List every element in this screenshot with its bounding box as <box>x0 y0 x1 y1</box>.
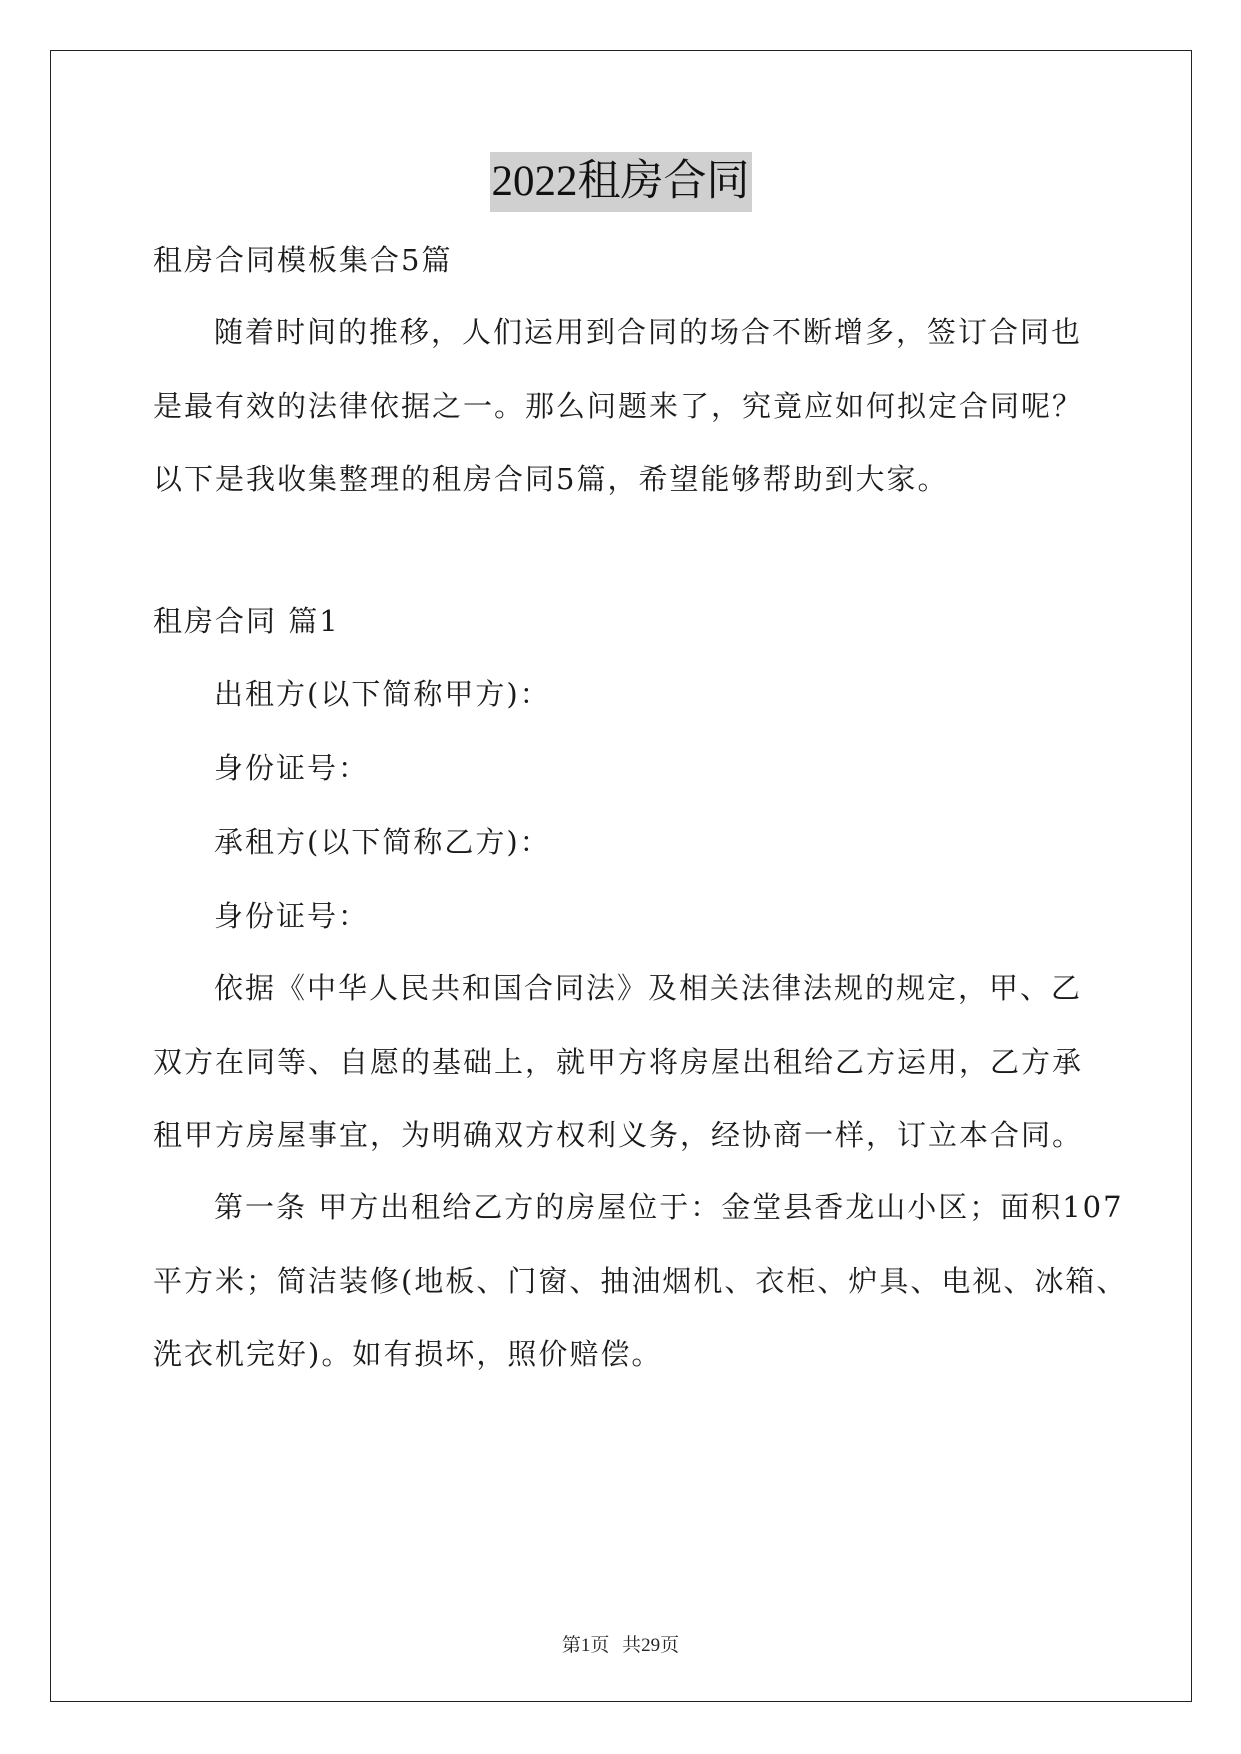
paragraph1-line-3: 租甲方房屋事宜，为明确双方权利义务，经协商一样，订立本合同。 <box>153 1118 1084 1152</box>
intro-line-3: 以下是我收集整理的租房合同5篇，希望能够帮助到大家。 <box>153 462 949 496</box>
page-footer <box>0 1630 1241 1657</box>
field-lessee-id: 身份证号： <box>214 899 370 933</box>
field-lessor: 出租方(以下简称甲方)： <box>214 677 551 711</box>
article1-line-2: 平方米；简洁装修(地板、门窗、抽油烟机、衣柜、炉具、电视、冰箱、 <box>153 1264 1128 1298</box>
section-heading: 租房合同 篇1 <box>153 604 340 638</box>
page-number: 第1页 <box>561 1635 610 1656</box>
paragraph1-line-1: 依据《中华人民共和国合同法》及相关法律法规的规定，甲、乙 <box>214 971 1083 1005</box>
intro-line-2: 是最有效的法律依据之一。那么问题来了，究竟应如何拟定合同呢？ <box>153 389 1084 423</box>
article1-line-3: 洗衣机完好)。如有损坏，照价赔偿。 <box>153 1337 663 1371</box>
article1-line-1: 第一条 甲方出租给乙方的房屋位于：金堂县香龙山小区；面积107 <box>214 1190 1124 1224</box>
field-lessor-id: 身份证号： <box>214 751 370 785</box>
intro-line-1: 随着时间的推移，人们运用到合同的场合不断增多，签订合同也 <box>214 315 1083 349</box>
paragraph1-line-2: 双方在同等、自愿的基础上，就甲方将房屋出租给乙方运用，乙方承 <box>153 1045 1084 1079</box>
title-container <box>0 152 1241 212</box>
document-subtitle: 租房合同模板集合5篇 <box>153 243 453 277</box>
document-title: 2022租房合同 <box>490 152 752 212</box>
page-border <box>50 50 1192 1702</box>
field-lessee: 承租方(以下简称乙方)： <box>214 825 551 859</box>
page-total: 共29页 <box>622 1635 680 1656</box>
